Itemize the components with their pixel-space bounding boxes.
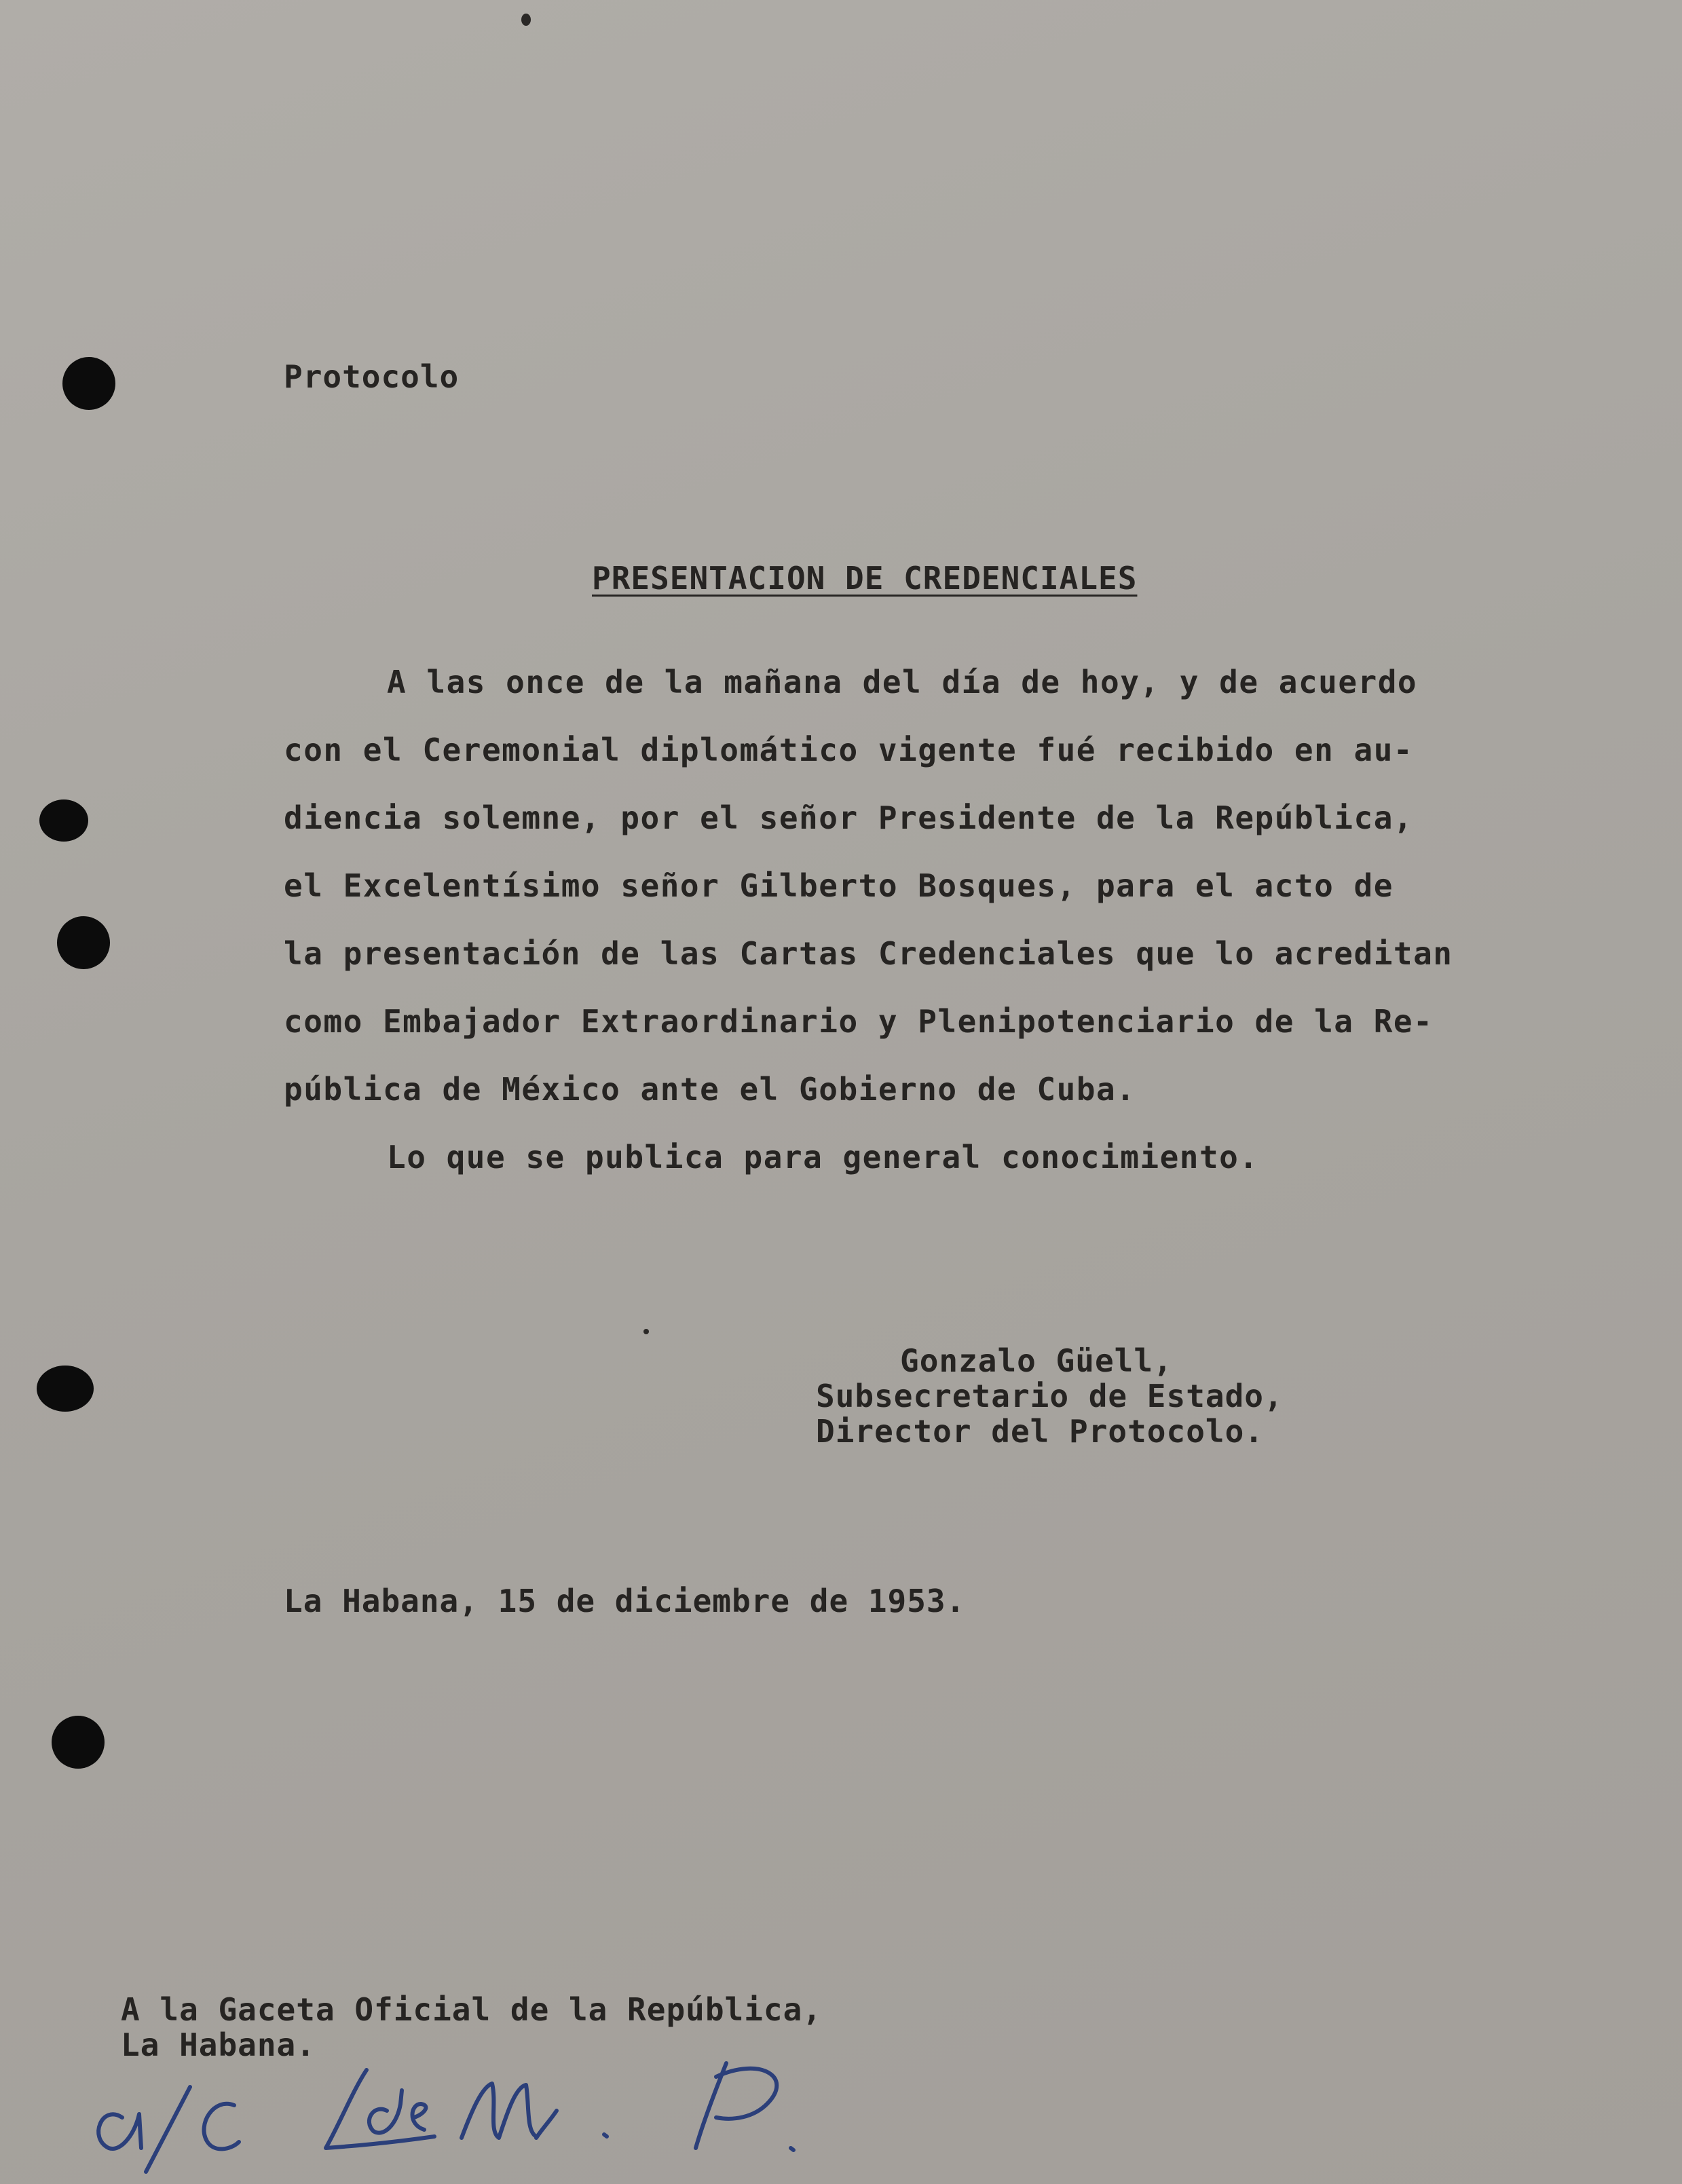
body-line: con el Ceremonial diplomático vigente fué recibido en au- bbox=[284, 732, 1414, 768]
body-line: como Embajador Extraordinario y Plenipotenciario de la Re- bbox=[284, 1003, 1434, 1040]
punch-hole bbox=[62, 357, 115, 410]
signatory-role: Subsecretario de Estado, bbox=[816, 1378, 1284, 1414]
closing-line: Lo que se publica para general conocimiento. bbox=[387, 1139, 1259, 1175]
department-label: Protocolo bbox=[284, 358, 460, 395]
recipient-line: La Habana. bbox=[121, 2027, 316, 2063]
place-date: La Habana, 15 de diciembre de 1953. bbox=[284, 1583, 966, 1619]
body-line: la presentación de las Cartas Credenciales que lo acreditan bbox=[284, 935, 1453, 972]
body-line: el Excelentísimo señor Gilberto Bosques, para el acto de bbox=[284, 867, 1394, 904]
punch-hole bbox=[52, 1716, 105, 1769]
ink-speck bbox=[521, 14, 531, 26]
signatory-role: Director del Protocolo. bbox=[816, 1413, 1264, 1450]
body-line: pública de México ante el Gobierno de Cuba. bbox=[284, 1071, 1136, 1108]
ink-speck bbox=[643, 1329, 649, 1334]
body-line: diencia solemne, por el señor Presidente de la República, bbox=[284, 799, 1414, 836]
punch-hole bbox=[37, 1366, 94, 1412]
recipient-line: A la Gaceta Oficial de la República, bbox=[121, 1991, 822, 2028]
punch-hole bbox=[39, 799, 88, 842]
document-title: PRESENTACION DE CREDENCIALES bbox=[592, 560, 1138, 597]
punch-hole bbox=[57, 916, 110, 969]
body-line: A las once de la mañana del día de hoy, y de acuerdo bbox=[387, 664, 1418, 700]
signatory-name: Gonzalo Güell, bbox=[900, 1342, 1173, 1379]
handwritten-note bbox=[81, 2029, 828, 2179]
